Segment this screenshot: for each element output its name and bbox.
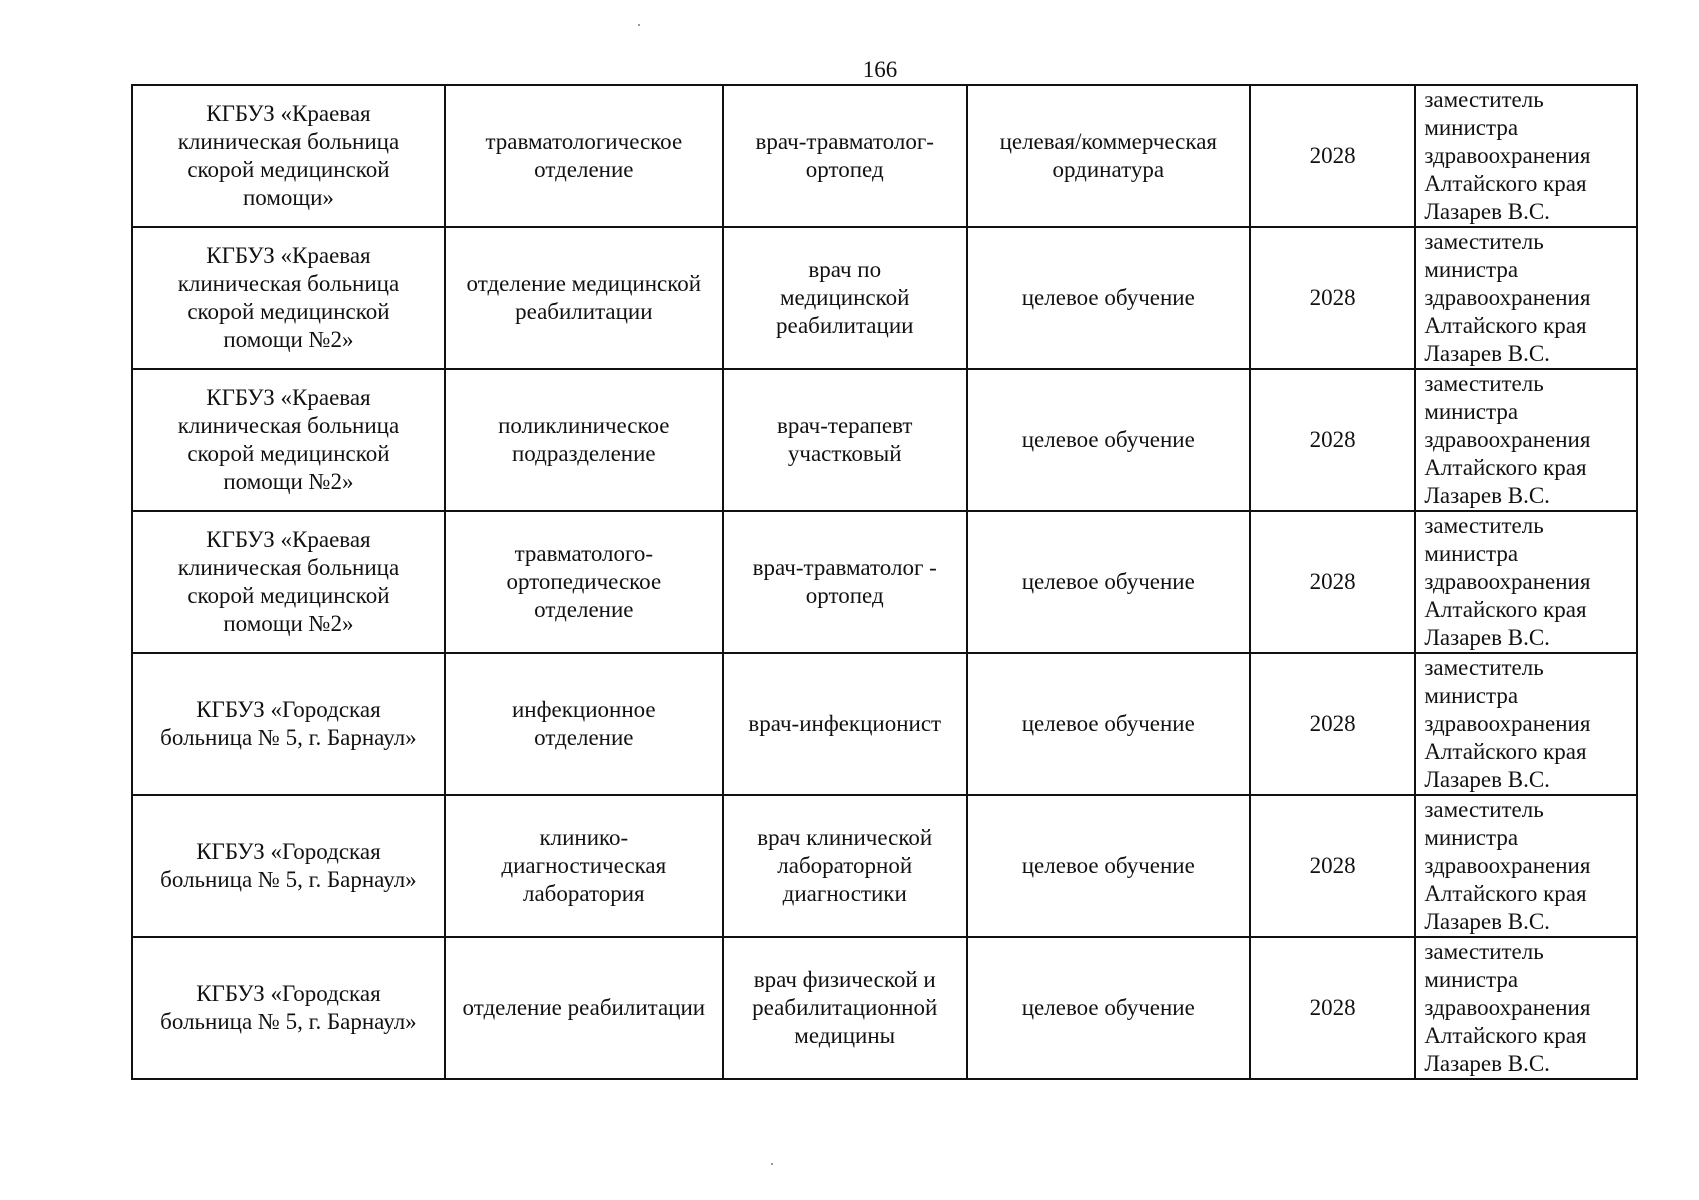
specialty-cell: врач-травматолог- ортопед — [723, 85, 967, 227]
page-number: 166 — [862, 57, 898, 82]
training-form-cell: целевое обучение — [967, 795, 1250, 937]
specialty-cell: врач клинической лабораторной диагностики — [723, 795, 967, 937]
department-cell: отделение медицинской реабилитации — [445, 227, 723, 369]
organization-cell: КГБУЗ «Краевая клиническая больница скорой медицинской помощи №2» — [132, 511, 445, 653]
responsible-cell: заместитель министра здравоохранения Алтайского края Лазарев В.С. — [1415, 511, 1637, 653]
department-cell: клинико- диагностическая лаборатория — [445, 795, 723, 937]
specialty-cell: врач-инфекционист — [723, 653, 967, 795]
responsible-cell: заместитель министра здравоохранения Алтайского края Лазарев В.С. — [1415, 85, 1637, 227]
scan-speck — [638, 24, 640, 26]
table-row — [132, 511, 1637, 653]
table-row — [132, 369, 1637, 511]
responsible-cell: заместитель министра здравоохранения Алтайского края Лазарев В.С. — [1415, 795, 1637, 937]
training-form-cell: целевое обучение — [967, 369, 1250, 511]
table-row — [132, 937, 1637, 1079]
department-cell: травматолого- ортопедическое отделение — [445, 511, 723, 653]
training-form-cell: целевое обучение — [967, 653, 1250, 795]
year-cell: 2028 — [1250, 795, 1415, 937]
specialty-cell: врач по медицинской реабилитации — [723, 227, 967, 369]
table-row — [132, 795, 1637, 937]
organization-cell: КГБУЗ «Городская больница № 5, г. Барнаул» — [132, 653, 445, 795]
department-cell: инфекционное отделение — [445, 653, 723, 795]
scan-speck — [771, 1163, 773, 1165]
organization-cell: КГБУЗ «Городская больница № 5, г. Барнаул» — [132, 937, 445, 1079]
organization-cell: КГБУЗ «Городская больница № 5, г. Барнаул» — [132, 795, 445, 937]
responsible-cell: заместитель министра здравоохранения Алтайского края Лазарев В.С. — [1415, 369, 1637, 511]
training-form-cell: целевая/коммерческая ординатура — [967, 85, 1250, 227]
training-form-cell: целевое обучение — [967, 511, 1250, 653]
specialty-cell: врач-терапевт участковый — [723, 369, 967, 511]
year-cell: 2028 — [1250, 227, 1415, 369]
organization-cell: КГБУЗ «Краевая клиническая больница скорой медицинской помощи» — [132, 85, 445, 227]
year-cell: 2028 — [1250, 369, 1415, 511]
responsible-cell: заместитель министра здравоохранения Алтайского края Лазарев В.С. — [1415, 653, 1637, 795]
department-cell: поликлиническое подразделение — [445, 369, 723, 511]
year-cell: 2028 — [1250, 85, 1415, 227]
organization-cell: КГБУЗ «Краевая клиническая больница скорой медицинской помощи №2» — [132, 227, 445, 369]
table-row — [132, 653, 1637, 795]
table-row — [132, 227, 1637, 369]
responsible-cell: заместитель министра здравоохранения Алтайского края Лазарев В.С. — [1415, 937, 1637, 1079]
organization-cell: КГБУЗ «Краевая клиническая больница скорой медицинской помощи №2» — [132, 369, 445, 511]
training-form-cell: целевое обучение — [967, 227, 1250, 369]
year-cell: 2028 — [1250, 937, 1415, 1079]
training-form-cell: целевое обучение — [967, 937, 1250, 1079]
specialty-cell: врач-травматолог - ортопед — [723, 511, 967, 653]
year-cell: 2028 — [1250, 653, 1415, 795]
department-cell: травматологическое отделение — [445, 85, 723, 227]
specialty-cell: врач физической и реабилитационной медицины — [723, 937, 967, 1079]
department-cell: отделение реабилитации — [445, 937, 723, 1079]
responsible-cell: заместитель министра здравоохранения Алтайского края Лазарев В.С. — [1415, 227, 1637, 369]
year-cell: 2028 — [1250, 511, 1415, 653]
training-plan-table — [131, 84, 1638, 1080]
table-row — [132, 85, 1637, 227]
